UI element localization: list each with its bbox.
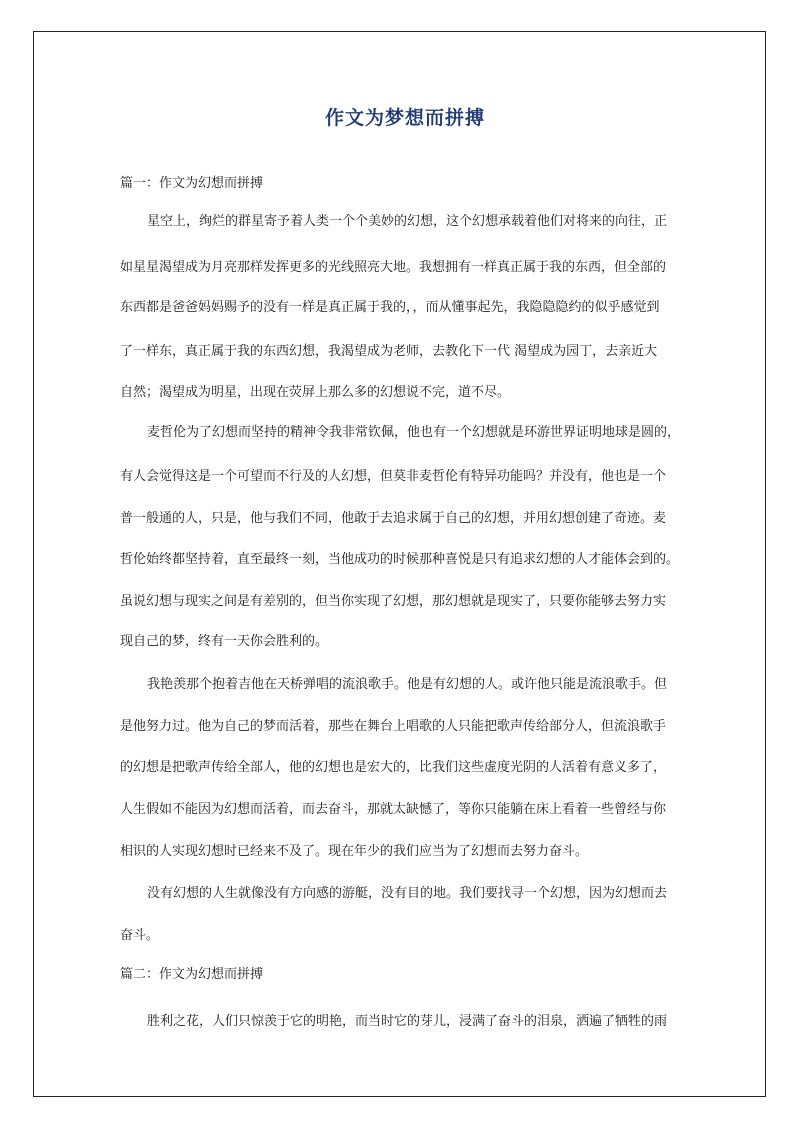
paragraph-line: 有人会觉得这是一个可望而不行及的人幻想，但莫非麦哲伦有特异功能吗？并没有，他也是一个 xyxy=(120,469,667,484)
paragraph-line: 星空上，绚烂的群星寄予着人类一个个美妙的幻想，这个幻想承载着他们对将来的向往，正 xyxy=(147,214,668,229)
paragraph-line: 相识的人实现幻想时已经来不及了。现在年少的我们应当为了幻想而去努力奋斗。 xyxy=(120,844,589,859)
paragraph-line: 胜利之花，人们只惊羡于它的明艳，而当时它的芽儿，浸满了奋斗的泪泉，洒遍了牺牲的雨 xyxy=(147,1014,668,1029)
paragraph-line: 自然；渴望成为明星，出现在荧屏上那么多的幻想说不完，道不尽。 xyxy=(120,385,511,400)
document-title: 作文为梦想而拼搏 xyxy=(324,107,485,129)
section-heading-2: 篇二：作文为幻想而拼搏 xyxy=(120,967,264,982)
paragraph-line: 奋斗。 xyxy=(120,928,160,943)
section-heading-1: 篇一：作文为幻想而拼搏 xyxy=(120,176,264,191)
paragraph-line: 普一般通的人，只是，他与我们不同，他敢于去追求属于自己的幻想，并用幻想创建了奇迹。麦 xyxy=(120,511,667,526)
paragraph-line: 麦哲伦为了幻想而坚持的精神令我非常钦佩，他也有一个幻想就是环游世界证明地球是圆的， xyxy=(147,425,681,440)
paragraph-line: 的幻想是把歌声传给全部人，他的幻想也是宏大的，比我们这些虚度光阴的人活着有意义多了， xyxy=(120,760,667,775)
paragraph-line: 现自己的梦，终有一天你会胜利的。 xyxy=(120,634,329,649)
paragraph-line: 哲伦始终都坚持着，直至最终一刻，当他成功的时候那种喜悦是只有追求幻想的人才能体会到的。 xyxy=(120,552,680,567)
paragraph-line: 是他努力过。他为自己的梦而活着，那些在舞台上唱歌的人只能把歌声传给部分人，但流浪歌手 xyxy=(120,719,667,734)
paragraph-line: 了一样东，真正属于我的东西幻想，我渴望成为老师，去教化下一代 渴望成为园丁，去亲近大 xyxy=(120,344,658,359)
paragraph-line: 虽说幻想与现实之间是有差别的，但当你实现了幻想，那幻想就是现实了，只要你能够去努力实 xyxy=(120,594,667,609)
paragraph-line: 没有幻想的人生就像没有方向感的游艇，没有目的地。我们要找寻一个幻想，因为幻想而去 xyxy=(147,886,668,901)
paragraph-line: 如星星渴望成为月亮那样发挥更多的光线照亮大地。我想拥有一样真正属于我的东西，但全部的 xyxy=(120,260,667,275)
paragraph-line: 我艳羡那个抱着吉他在天桥弹唱的流浪歌手。他是有幻想的人。或许他只能是流浪歌手。但 xyxy=(147,677,668,692)
paragraph-line: 人生假如不能因为幻想而活着，而去奋斗，那就太缺憾了，等你只能躺在床上看着一些曾经与你 xyxy=(120,802,667,817)
paragraph-line: 东西都是爸爸妈妈赐予的没有一样是真正属于我的，，而从懂事起先，我隐隐隐约的似乎感觉到 xyxy=(120,300,660,315)
